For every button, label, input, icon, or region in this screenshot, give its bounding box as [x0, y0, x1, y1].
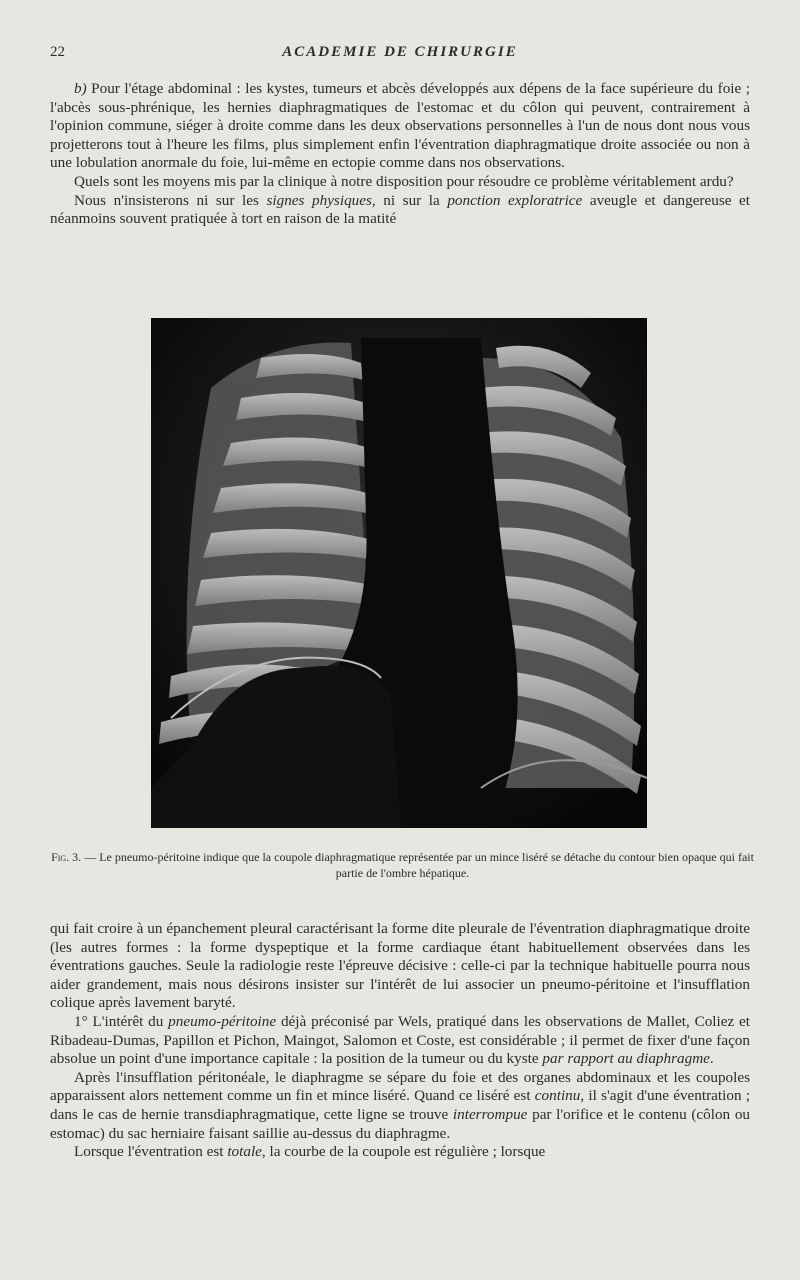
text-run: par l'orifice et le contenu (côlon ou estomac) du sac herniaire faisant saillie au-dessus du diaphragme. [50, 1105, 751, 1142]
emphasis: signes physiques [266, 191, 372, 209]
caption-text: — Le pneumo-péritoine indique que la coupole diaphragmatique représentée par un mince liséré se détache du contour bien opaque qui fait partie de l'ombre hépatique. [81, 850, 754, 880]
emphasis: ponction exploratrice [447, 191, 583, 209]
page-number: 22 [50, 44, 65, 60]
emphasis: interrompue [452, 1105, 528, 1123]
text-run: déjà préconisé par Wels, pratiqué dans les observations de Mallet, Coliez et Ribadeau-Dumas, Papillon et Pichon, Maingot, Salomon et Coste, est considérable ; il permet de fixer d'une façon absolue un point d'une importance capitale : la position de la tumeur ou du kyste [50, 1012, 750, 1068]
paragraph [50, 192, 750, 229]
emphasis: par rapport au diaphragme [542, 1050, 710, 1068]
text-run: , la courbe de la coupole est régulière ; lorsque [261, 1143, 546, 1161]
paragraph: Quels sont les moyens mis par la clinique à notre disposition pour résoudre ce problème véritablement ardu? [74, 172, 734, 190]
paragraph-text: Pour l'étage abdominal : les kystes, tumeurs et abcès développés aux dépens de la face supérieure du foie ; l'abcès sous-phrénique, les hernies diaphragmatiques de l'estomac et du côlon qui peuvent, contrairement à l'opinion commune, siéger à droite comme dans les deux observations personnelles à l'un de nous dont nous vous projetterons tout à l'heure les films, plus simplement enfin l'éventration diaphragmatique droite associée ou non à une lobulation anormale du foie, lui-même en ectopie comme dans nos observations. [50, 80, 750, 172]
emphasis: totale [227, 1143, 262, 1161]
paragraph [50, 1069, 750, 1143]
emphasis: pneumo-péritoine [168, 1012, 277, 1030]
caption-label: Fig. 3. [51, 850, 82, 864]
emphasis: continu [534, 1087, 581, 1105]
text-run: aveugle et dangereuse et néanmoins souvent pratiquée à tort en raison de la matité [50, 191, 751, 228]
bottom-text-block [50, 920, 750, 1162]
page-header [50, 44, 750, 66]
paragraph [50, 1143, 750, 1162]
text-run: , il s'agit d'une éventration ; dans le cas de hernie transdiaphragmatique, cette ligne se trouve [50, 1087, 750, 1123]
text-run: Lorsque l'éventration est [74, 1143, 228, 1161]
paragraph: qui fait croire à un épanchement pleural caractérisant la forme dite pleurale de l'éventration diaphragmatique droite (les autres formes : la forme dyspeptique et la forme cardiaque étant habituellement observées dans les éventrations gauches. Seule la radiologie reste l'épreuve décisive : celle-ci par la technique habituelle pourra nous aider grandement, mais nous désirons insister sur l'intérêt de lui associer un pneumo-péritoine et l'insufflation colique après lavement baryté. [50, 920, 750, 1012]
text-run: Nous n'insisterons ni sur les [74, 191, 267, 209]
text-run: . [709, 1050, 714, 1068]
text-run: , ni sur la [371, 191, 448, 209]
top-text-block [50, 80, 750, 229]
paragraph [50, 80, 750, 173]
figure-caption [50, 849, 755, 881]
running-head: ACADEMIE DE CHIRURGIE [282, 44, 518, 60]
chest-xray-figure [151, 318, 647, 828]
xray-image [151, 318, 647, 828]
paragraph-lead: b) [74, 80, 87, 97]
text-run: 1° L'intérêt du [74, 1012, 169, 1030]
text-run: Après l'insufflation péritonéale, le diaphragme se sépare du foie et des organes abdominaux et les coupoles apparaissent alors nettement comme un fin et mince liséré. Quand ce liséré est [50, 1068, 750, 1105]
paragraph [50, 1013, 750, 1069]
